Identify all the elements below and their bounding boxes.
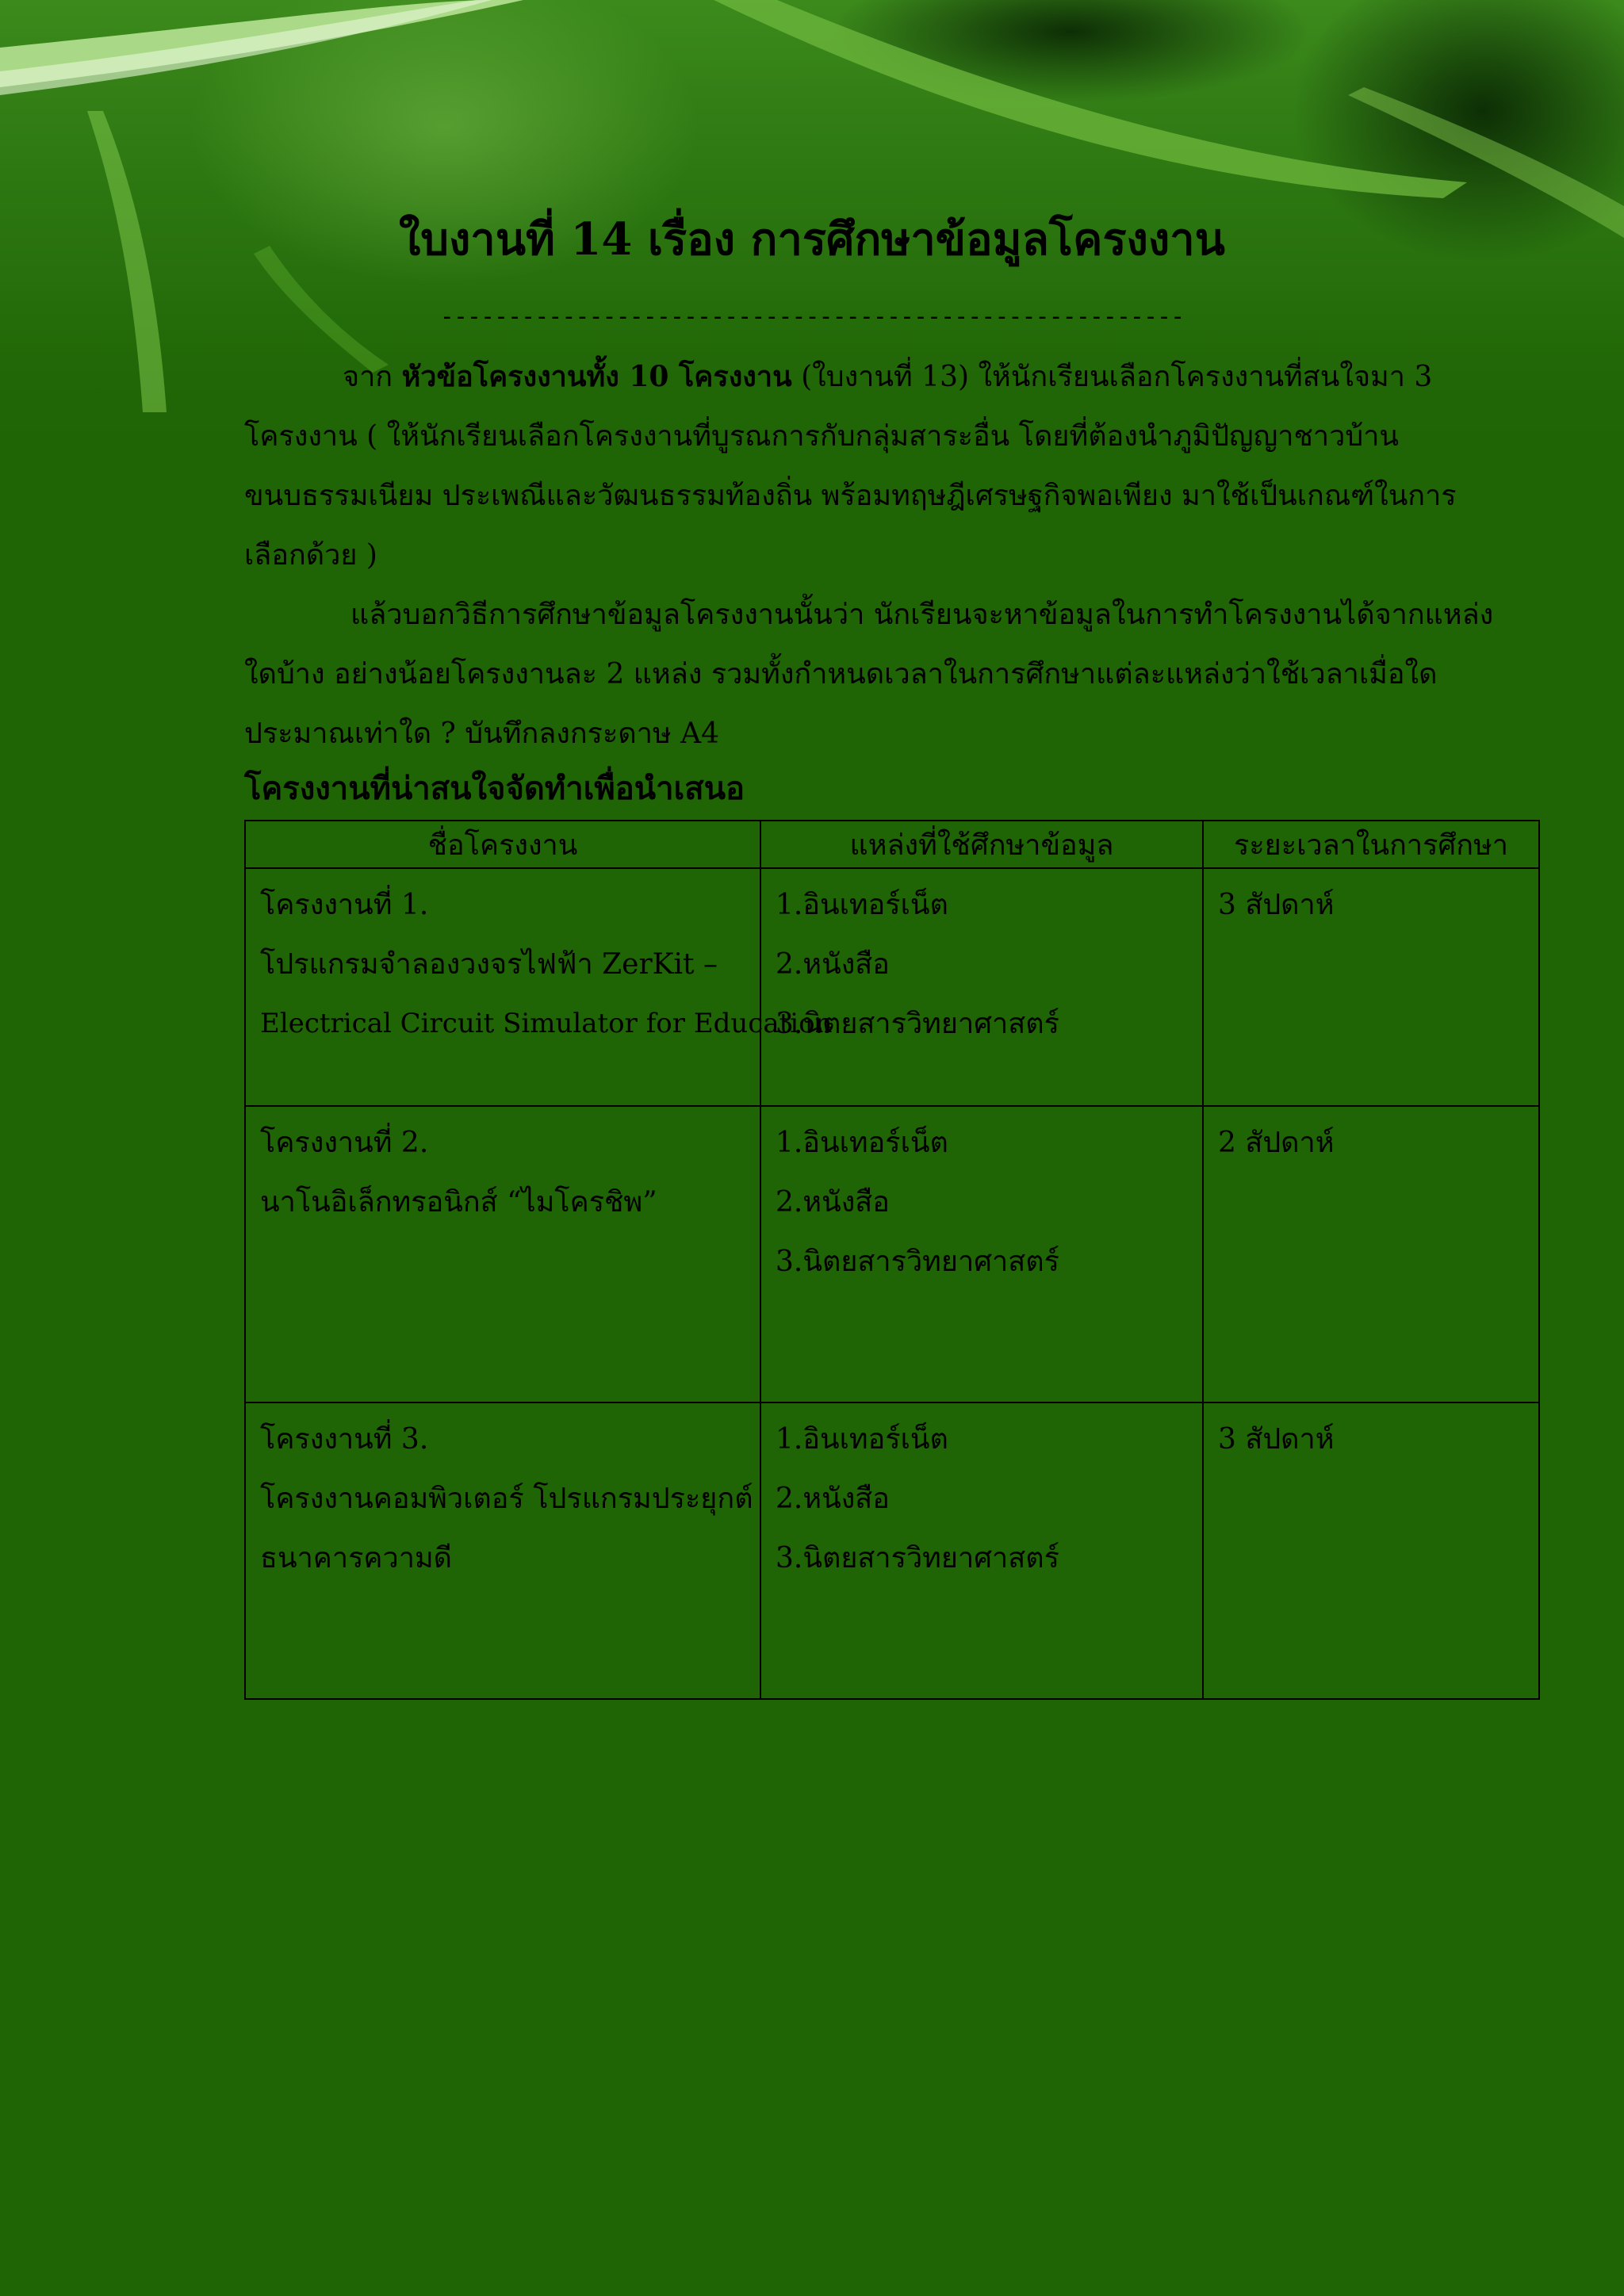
source-item: 2.หนังสือ	[776, 1483, 890, 1515]
instructions	[244, 347, 1497, 763]
sources-cell	[760, 868, 1203, 1106]
project-number: โครงงานที่ 3.	[260, 1423, 429, 1456]
table-row	[245, 1402, 1539, 1699]
project-title-line: โครงงานคอมพิวเตอร์ โปรแกรมประยุกต์	[260, 1483, 753, 1515]
project-number: โครงงานที่ 2.	[260, 1127, 429, 1159]
projects-table	[244, 820, 1540, 1700]
project-title-line: นาโนอิเล็กทรอนิกส์ “ไมโครชิพ”	[260, 1186, 657, 1219]
column-header-sources: แหล่งที่ใช้ศึกษาข้อมูล	[760, 821, 1203, 868]
table-header-row	[245, 821, 1539, 868]
table-row	[245, 868, 1539, 1106]
source-item: 2.หนังสือ	[776, 948, 890, 981]
table-row	[245, 1106, 1539, 1402]
section-heading: โครงงานที่น่าสนใจจัดทำเพื่อนำเสนอ	[244, 770, 745, 807]
instruction-body: (ใบงานที่ 13) ให้นักเรียนเลือกโครงงานที่สนใจมา 3 โครงงาน ( ให้นักเรียนเลือกโครงงานที่บูรณการกับกลุ่มสาระอื่น โดยที่ต้องนำภูมิปัญญาชาวบ้าน ขนบธรรมเนียม ประเพณีและวัฒนธรรมท้องถิ่น พร้อมทฤษฎีเศรษฐกิจพอเพียง มาใช้เป็นเกณฑ์ในการเลือกด้วย )	[244, 361, 1457, 572]
sources-cell	[760, 1106, 1203, 1402]
instruction-paragraph-2: แล้วบอกวิธีการศึกษาข้อมูลโครงงานนั้นว่า นักเรียนจะหาข้อมูลในการทำโครงงานได้จากแหล่งใดบ้าง อย่างน้อยโครงงานละ 2 แหล่ง รวมทั้งกำหนดเวลาในการศึกษาแต่ละแหล่งว่าใช้เวลาเมื่อใด ประมาณเท่าใด ? บันทึกลงกระดาษ A4	[244, 599, 1494, 750]
source-item: 3.นิตยสารวิทยาศาสตร์	[776, 1542, 1059, 1575]
duration-value: 3 สัปดาห์	[1218, 1423, 1335, 1456]
source-item: 1.อินเทอร์เน็ต	[776, 1423, 948, 1456]
instruction-emphasis: หัวข้อโครงงานทั้ง 10 โครงงาน	[401, 360, 792, 393]
title-divider: -------------------------------------------------------	[439, 303, 1185, 331]
instruction-paragraph-1	[244, 347, 1497, 585]
project-number: โครงงานที่ 1.	[260, 889, 429, 921]
instruction-lead: จาก	[343, 361, 402, 393]
project-title-line: โปรแกรมจำลองวงจรไฟฟ้า ZerKit –	[260, 948, 718, 981]
duration-cell	[1203, 868, 1539, 1106]
duration-cell	[1203, 1106, 1539, 1402]
source-item: 1.อินเทอร์เน็ต	[776, 1127, 948, 1159]
project-name-cell	[245, 1402, 760, 1699]
column-header-project-name: ชื่อโครงงาน	[245, 821, 760, 868]
source-item: 1.อินเทอร์เน็ต	[776, 889, 948, 921]
project-name-cell	[245, 1106, 760, 1402]
source-item: 3.นิตยสารวิทยาศาสตร์	[776, 1008, 1059, 1040]
sources-cell	[760, 1402, 1203, 1699]
project-title-line: ธนาคารความดี	[260, 1542, 453, 1575]
duration-cell	[1203, 1402, 1539, 1699]
source-item: 2.หนังสือ	[776, 1186, 890, 1219]
column-header-duration: ระยะเวลาในการศึกษา	[1203, 821, 1539, 868]
page-title: ใบงานที่ 14 เรื่อง การศึกษาข้อมูลโครงงาน	[399, 213, 1225, 266]
duration-value: 2 สัปดาห์	[1218, 1127, 1335, 1159]
duration-value: 3 สัปดาห์	[1218, 889, 1335, 921]
project-title-line: Electrical Circuit Simulator for Education	[260, 1008, 833, 1039]
source-item: 3.นิตยสารวิทยาศาสตร์	[776, 1246, 1059, 1278]
